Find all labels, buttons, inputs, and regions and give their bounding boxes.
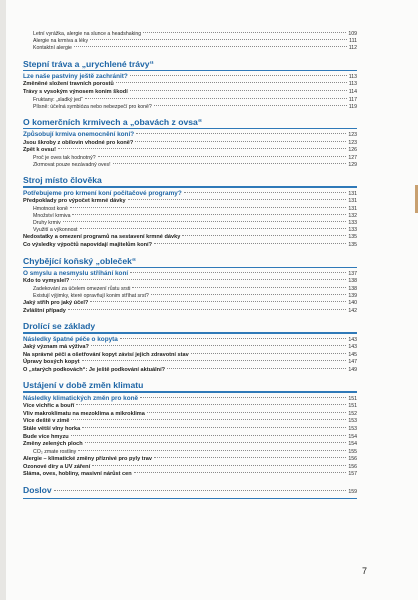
page-ref: 140 [348, 300, 357, 307]
toc-entry-title: Kdo to vymyslel? [23, 278, 70, 285]
toc-entry[interactable] [23, 395, 357, 403]
page-ref: 151 [348, 403, 357, 410]
page-ref: 132 [348, 212, 357, 219]
toc-entry-title: Alergie na krmiva a léky [33, 38, 89, 45]
toc-entry[interactable] [23, 155, 357, 162]
toc-entry[interactable] [23, 300, 357, 308]
dot-leader [85, 442, 347, 443]
dot-leader [184, 192, 347, 193]
toc-entry-title: Potřebujeme pro krmení koní počítačové programy? [23, 189, 182, 197]
chapter-rule [23, 498, 357, 499]
chapter-rule [23, 267, 357, 268]
toc-entry-title: Využití a výkonnost [33, 227, 78, 234]
toc-entry[interactable] [23, 426, 357, 434]
chapter-rule [23, 391, 357, 392]
dot-leader [182, 235, 346, 236]
toc-entry-title: Následky klimatických změn pro koně [23, 394, 139, 402]
dot-leader [71, 435, 347, 436]
toc-entry[interactable] [23, 278, 357, 286]
toc-entry-title: Nedostatky a omezení programů na sestavení krmné dávky [23, 234, 181, 241]
chapter-heading[interactable] [23, 485, 357, 497]
page-ref: 123 [348, 132, 357, 139]
toc-entry[interactable] [23, 131, 357, 139]
page-ref: 133 [348, 227, 357, 234]
toc-entry-title: Trávy s vysokým výnosem konim škodí [23, 88, 128, 95]
dot-leader [147, 412, 346, 413]
toc-entry[interactable] [23, 38, 357, 45]
page-ref: 154 [348, 433, 357, 440]
toc-entry-title: Více deště v zimě [23, 418, 70, 425]
toc-section [23, 485, 357, 499]
dot-leader [90, 39, 347, 40]
page-ref: 109 [348, 31, 357, 37]
toc-entry[interactable] [23, 206, 357, 213]
toc-entry-title: O „starých podkovách“: Je ještě podkování aktuální? [23, 366, 166, 373]
dot-leader [58, 148, 346, 149]
chapter-title[interactable]: Chybějící koňský „obleček“ [23, 255, 137, 266]
dot-leader [130, 75, 347, 76]
page-edge-shadow [0, 0, 6, 600]
page-ref: 127 [348, 154, 357, 161]
toc-entry[interactable] [23, 286, 357, 293]
toc-entry-title: Alergie – klimatické změny příznivé pro pyly trav [23, 455, 153, 462]
dot-leader [151, 294, 347, 295]
toc-entry-title: Způsobují krmiva onemocnění koní? [23, 131, 135, 139]
page-ref: 114 [348, 88, 357, 95]
page-ref: 133 [348, 219, 357, 226]
toc-entry-title: Existují výjimky, které opravňují konim stříhat srst? [33, 293, 149, 299]
chapter-rule [23, 186, 357, 187]
dot-leader [70, 207, 346, 208]
page-ref: 135 [348, 234, 357, 241]
dot-leader [191, 353, 347, 354]
toc-entry[interactable] [23, 449, 357, 456]
dot-leader [116, 82, 347, 83]
page-ref: 152 [348, 410, 357, 417]
toc-entry-title: Jaký význam má výživa? [23, 344, 89, 351]
toc-entry[interactable] [23, 403, 357, 411]
toc-entry-title: Stále větší vlny horka [23, 425, 81, 432]
toc-entry[interactable] [23, 81, 357, 89]
dot-leader [154, 105, 347, 106]
page-ref: 123 [348, 139, 357, 146]
dot-leader [132, 287, 346, 288]
toc-entry-title: CO₂ zmate rostliny [33, 448, 77, 455]
toc-entry-title: Jaký střih pro jaký účel? [23, 300, 89, 307]
toc-entry-title: Kontaktní alergie [33, 45, 72, 52]
toc-entry[interactable] [23, 456, 357, 464]
toc-entry-title: Zkrmovat pouze nezávadný oves! [33, 162, 111, 168]
page-ref: 129 [348, 162, 357, 168]
toc-entry[interactable] [23, 293, 357, 300]
page-ref: 159 [348, 488, 357, 495]
toc-entry-title: Druhy krmiv [33, 219, 61, 226]
dot-leader [134, 472, 347, 473]
toc-entry[interactable] [23, 190, 357, 198]
page-ref: 143 [348, 344, 357, 351]
page-ref: 119 [348, 103, 357, 110]
toc-entry-title: Proč je oves tak hodnotný? [33, 154, 96, 161]
dot-leader [136, 133, 346, 134]
dot-leader [90, 301, 346, 302]
page-ref: 117 [348, 96, 357, 103]
dot-leader [143, 32, 346, 33]
page-ref: 143 [348, 336, 357, 343]
chapter-title: Doslov [23, 484, 52, 495]
dot-leader [71, 279, 346, 280]
page-ref: 149 [348, 366, 357, 373]
toc-entry[interactable] [23, 242, 357, 250]
toc-entry[interactable] [23, 213, 357, 220]
toc-entry-title: Fruktany: „sladký jed“ [33, 96, 83, 103]
toc-entry-title: Více vichřic a bouří [23, 403, 75, 410]
page-ref: 131 [348, 190, 357, 197]
toc-entry[interactable] [23, 434, 357, 442]
toc-entry-title: Změny zelených ploch [23, 441, 83, 448]
toc-entry-title: Hmotnost koně [33, 205, 68, 212]
dot-leader [54, 490, 347, 491]
toc-entry-title: Vliv makroklimatu na mezoklima a mikroklima [23, 410, 145, 417]
toc-entry-title: Zadekování za účelem omezení růstu srsti [33, 285, 131, 292]
dot-leader [130, 90, 347, 91]
dot-leader [68, 309, 346, 310]
page-ref: 131 [348, 205, 357, 212]
page-ref: 156 [348, 455, 357, 462]
page-ref: 154 [348, 441, 357, 448]
dot-leader [74, 46, 347, 47]
page-ref: 157 [348, 471, 357, 478]
toc-entry-title: Následky špatné péče o kopyta [23, 335, 118, 343]
chapter-rule [23, 70, 357, 71]
toc-entry-title: Předpoklady pro výpočet krmné dávky [23, 197, 126, 204]
dot-leader [85, 98, 347, 99]
toc-entry-title: Co výsledky výpočtů napovídají majitelům koní? [23, 241, 153, 248]
toc-entry[interactable] [23, 162, 357, 169]
toc-entry[interactable] [23, 418, 357, 426]
toc-entry-title: Množství krmiva [33, 212, 71, 219]
page-ref: 155 [348, 448, 357, 455]
dot-leader [80, 228, 347, 229]
toc-entry-title: Ozonové díry a UV záření [23, 463, 91, 470]
dot-leader [82, 427, 346, 428]
dot-leader [98, 156, 347, 157]
dot-leader [140, 397, 346, 398]
dot-leader [72, 214, 346, 215]
page-ref: 145 [348, 351, 357, 358]
toc-entry[interactable] [23, 270, 357, 278]
page-ref: 131 [348, 197, 357, 204]
toc-entry[interactable] [23, 31, 357, 38]
dot-leader [130, 272, 346, 273]
toc-entry-title: Na správné péči a ošetřování kopyt závisí jejich zdravotní stav [23, 351, 189, 358]
toc-entry-title: Zpět k ovsu! [23, 147, 56, 154]
toc-section [23, 59, 357, 111]
toc-section [23, 117, 357, 169]
page-ref: 113 [348, 81, 357, 88]
toc-entry[interactable] [23, 471, 357, 479]
toc-entry[interactable] [23, 198, 357, 206]
toc-entry[interactable] [23, 147, 357, 155]
toc-entry[interactable] [23, 89, 357, 97]
toc-entry-title: Plísně: účelná symbióza nebo nebezpečí pro koně? [33, 103, 152, 110]
toc-entry-title: Bude více hmyzu [23, 433, 69, 440]
toc-entry[interactable] [23, 464, 357, 472]
toc-section [23, 321, 357, 374]
chapter-rule [23, 332, 357, 333]
dot-leader [167, 368, 346, 369]
page-ref: 153 [348, 425, 357, 432]
page-ref: 139 [348, 293, 357, 299]
toc-entry[interactable] [23, 97, 357, 104]
page-number: 7 [362, 566, 368, 576]
page-ref: 147 [348, 359, 357, 366]
dot-leader [120, 338, 347, 339]
toc-entry[interactable] [23, 441, 357, 449]
toc-entry-title: Jsou škroby z obilovin vhodné pro koně? [23, 139, 134, 146]
toc-section [23, 175, 357, 249]
toc-entry-title: Zvláštní případy [23, 307, 66, 314]
chapter-title[interactable]: O komerčních krmivech a „obavách z ovsa“ [23, 116, 203, 127]
toc-entry[interactable] [23, 220, 357, 227]
chapter-title[interactable]: Stepní tráva a „urychlené trávy“ [23, 58, 154, 69]
dot-leader [91, 345, 346, 346]
page-ref: 156 [348, 463, 357, 470]
toc-entry[interactable] [23, 234, 357, 242]
toc-section [23, 380, 357, 478]
page-ref: 151 [348, 395, 357, 402]
toc-entry-title: Sláma, oves, hobliny, masivní nárůst cen [23, 471, 132, 478]
page-ref: 113 [348, 73, 357, 80]
page-ref: 137 [348, 270, 357, 277]
chapter-rule [23, 128, 357, 129]
toc-entry-title: Letní vyrážka, alergie na slunce a headshaking [33, 31, 142, 37]
toc-entry[interactable] [23, 104, 357, 111]
toc-entry-title: Úpravy bosých kopyt [23, 359, 80, 366]
chapter-title[interactable]: Ustájení v době změn klimatu [23, 380, 144, 391]
toc-entry-title: Změněné složení travních porostů [23, 81, 114, 88]
dot-leader [82, 360, 347, 361]
dot-leader [154, 457, 346, 458]
toc-entry-title: Lze naše pastviny ještě zachránit? [23, 72, 128, 80]
page-ref: 153 [348, 418, 357, 425]
toc-entry[interactable] [23, 45, 357, 52]
toc-entry[interactable] [23, 344, 357, 352]
dot-leader [63, 221, 347, 222]
dot-leader [128, 199, 347, 200]
chapter-title[interactable]: Drolící se základy [23, 321, 96, 332]
toc-entry[interactable] [23, 367, 357, 375]
chapter-title[interactable]: Stroj místo člověka [23, 175, 102, 186]
dot-leader [76, 404, 346, 405]
dot-leader [113, 163, 347, 164]
page-ref: 138 [348, 278, 357, 285]
page-ref: 112 [348, 45, 357, 52]
dot-leader [92, 465, 346, 466]
toc-entry[interactable] [23, 359, 357, 367]
page-ref: 126 [348, 147, 357, 154]
toc-entry[interactable] [23, 411, 357, 419]
toc-entry[interactable] [23, 336, 357, 344]
dot-leader [135, 141, 346, 142]
page-ref: 142 [348, 307, 357, 314]
table-of-contents [23, 31, 357, 505]
dot-leader [71, 419, 346, 420]
page-ref: 135 [348, 241, 357, 248]
toc-entry[interactable] [23, 308, 357, 316]
toc-entry-title: O smyslu a nesmyslu stříhání koní [23, 269, 129, 277]
dot-leader [154, 243, 346, 244]
dot-leader [78, 450, 346, 451]
toc-section [23, 256, 357, 316]
toc-entry[interactable] [23, 140, 357, 148]
page-ref: 111 [349, 38, 357, 45]
toc-section [23, 31, 357, 53]
page-ref: 138 [348, 285, 357, 292]
